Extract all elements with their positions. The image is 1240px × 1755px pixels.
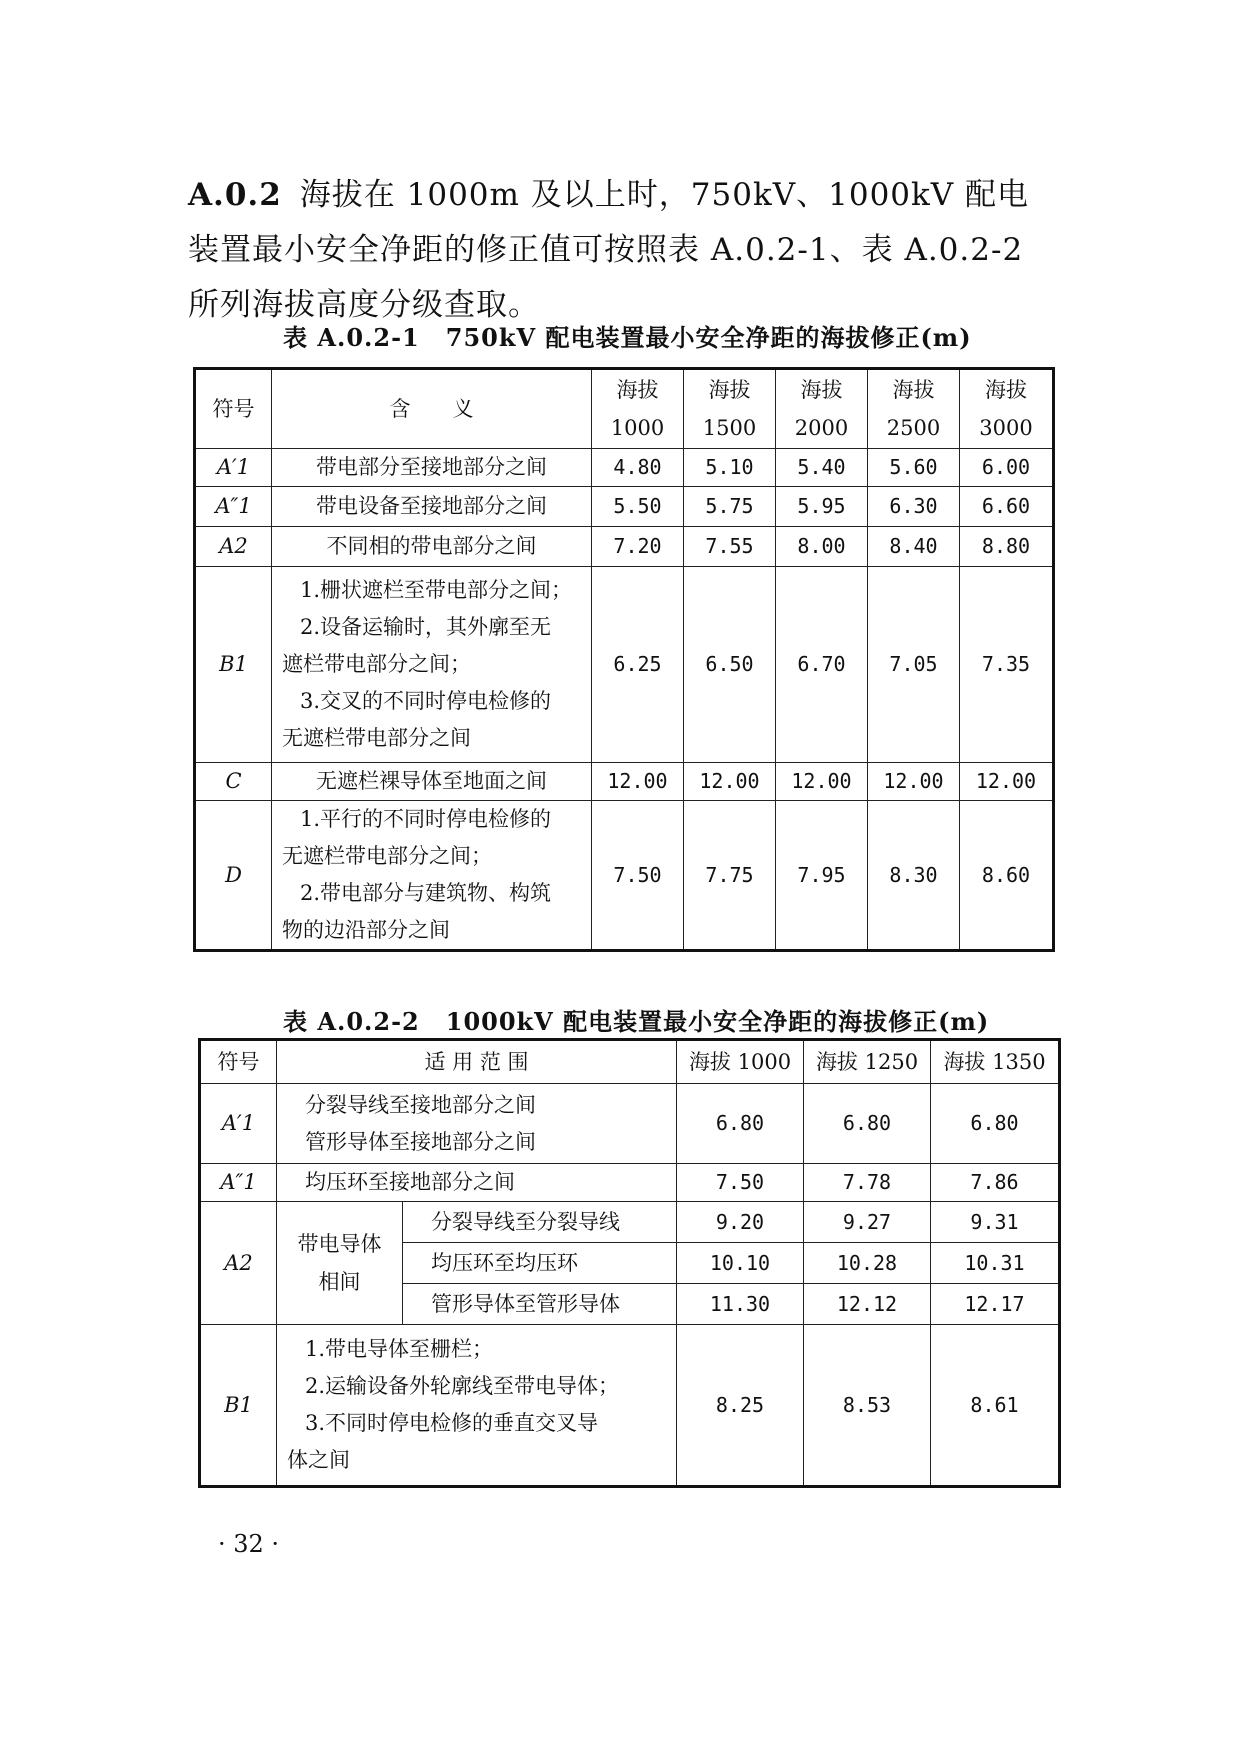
table2-row-scope: 均压环至接地部分之间 bbox=[277, 1164, 677, 1202]
table1-caption-number: 表 A.0.2-1 bbox=[283, 323, 420, 352]
table1-header-symbol: 符号 bbox=[195, 369, 272, 449]
table2-cell-value: 10.10 bbox=[677, 1243, 804, 1284]
table1-header-altitude-label: 海拔 bbox=[892, 378, 935, 402]
table1-row-meaning bbox=[272, 801, 592, 951]
table2-cell-value: 7.86 bbox=[931, 1164, 1060, 1202]
table1-row-symbol: B1 bbox=[195, 567, 272, 763]
table1-cell-value: 7.95 bbox=[776, 801, 868, 951]
table1-header-altitude-value: 2500 bbox=[886, 416, 941, 440]
table2-cell-value: 9.27 bbox=[804, 1202, 931, 1243]
table1-row-meaning bbox=[272, 567, 592, 763]
table1-header-altitude bbox=[960, 369, 1054, 449]
table1-cell-value: 5.60 bbox=[868, 449, 960, 487]
table2-cell-value: 12.12 bbox=[804, 1284, 931, 1325]
table1-caption-title: 750kV 配电装置最小安全净距的海拔修正(m) bbox=[445, 323, 972, 352]
meaning-line: 物的边沿部分之间 bbox=[282, 918, 450, 942]
table-row bbox=[195, 527, 1054, 567]
table-row bbox=[200, 1164, 1060, 1202]
table2-cell-value: 11.30 bbox=[677, 1284, 804, 1325]
table1-header-altitude-label: 海拔 bbox=[985, 378, 1027, 402]
scope-line: 3.不同时停电检修的垂直交叉导 bbox=[305, 1411, 599, 1435]
table1-header-altitude-value: 1500 bbox=[702, 416, 757, 440]
table2-subrow-scope: 管形导体至管形导体 bbox=[403, 1284, 677, 1325]
table-row bbox=[195, 487, 1054, 527]
table2-cell-value: 10.31 bbox=[931, 1243, 1060, 1284]
table1-header-meaning: 含 义 bbox=[272, 369, 592, 449]
table1-header-altitude-label: 海拔 bbox=[616, 378, 659, 402]
table-row bbox=[195, 801, 1054, 951]
table1-row-symbol: A′1 bbox=[195, 449, 272, 487]
clause-text: 海拔在 1000m 及以上时，750kV、1000kV 配电装置最小安全净距的修正值可按照表 A.0.2-1、表 A.0.2-2 所列海拔高度分级查取。 bbox=[188, 177, 1030, 323]
table2-row-symbol: A″1 bbox=[200, 1164, 277, 1202]
clause-a02 bbox=[188, 168, 1056, 333]
table1-header-altitude bbox=[868, 369, 960, 449]
table2-cell-value: 8.25 bbox=[677, 1325, 804, 1487]
table2-cell-value: 7.50 bbox=[677, 1164, 804, 1202]
meaning-line: 2.带电部分与建筑物、构筑 bbox=[300, 881, 552, 905]
table2-cell-value: 10.28 bbox=[804, 1243, 931, 1284]
table1-cell-value: 5.10 bbox=[684, 449, 776, 487]
table1-cell-value: 4.80 bbox=[592, 449, 684, 487]
scope-line: 体之间 bbox=[287, 1448, 350, 1472]
scope-line: 分裂导线至接地部分之间 bbox=[305, 1092, 536, 1117]
table1-row-meaning: 带电设备至接地部分之间 bbox=[272, 487, 592, 527]
table2-row-symbol: A2 bbox=[200, 1202, 277, 1325]
table1-header-altitude bbox=[592, 369, 684, 449]
table-row bbox=[200, 1084, 1060, 1164]
table1-cell-value: 8.00 bbox=[776, 527, 868, 567]
table1-cell-value: 5.50 bbox=[592, 487, 684, 527]
meaning-line: 3.交叉的不同时停电检修的 bbox=[300, 689, 552, 713]
table2 bbox=[198, 1038, 1061, 1488]
table1-row-meaning: 带电部分至接地部分之间 bbox=[272, 449, 592, 487]
table1-cell-value: 6.00 bbox=[960, 449, 1054, 487]
table-row bbox=[195, 449, 1054, 487]
table1-cell-value: 6.25 bbox=[592, 567, 684, 763]
table-row bbox=[195, 763, 1054, 801]
table1-row-symbol: D bbox=[195, 801, 272, 951]
table2-cell-value: 6.80 bbox=[804, 1084, 931, 1164]
table1-cell-value: 12.00 bbox=[868, 763, 960, 801]
table2-row-symbol: B1 bbox=[200, 1325, 277, 1487]
table2-caption-number: 表 A.0.2-2 bbox=[283, 1007, 420, 1036]
table1-header-altitude-value: 1000 bbox=[610, 416, 665, 440]
table1-cell-value: 7.20 bbox=[592, 527, 684, 567]
table2-header-altitude: 海拔 1350 bbox=[931, 1040, 1060, 1084]
table1-cell-value: 8.30 bbox=[868, 801, 960, 951]
table2-cell-value: 7.78 bbox=[804, 1164, 931, 1202]
table1-row-meaning: 无遮栏裸导体至地面之间 bbox=[272, 763, 592, 801]
table2-subrow-scope: 分裂导线至分裂导线 bbox=[403, 1202, 677, 1243]
table1-cell-value: 5.75 bbox=[684, 487, 776, 527]
table1-cell-value: 6.60 bbox=[960, 487, 1054, 527]
table1-cell-value: 12.00 bbox=[776, 763, 868, 801]
table2-cell-value: 9.20 bbox=[677, 1202, 804, 1243]
table1-cell-value: 6.70 bbox=[776, 567, 868, 763]
table-row bbox=[200, 1202, 1060, 1243]
meaning-line: 无遮栏带电部分之间； bbox=[282, 844, 492, 868]
table1-cell-value: 6.30 bbox=[868, 487, 960, 527]
table1-cell-value: 12.00 bbox=[592, 763, 684, 801]
table2-cell-value: 6.80 bbox=[931, 1084, 1060, 1164]
table1-header-altitude bbox=[684, 369, 776, 449]
table2-header-symbol: 符号 bbox=[200, 1040, 277, 1084]
table2-cell-value: 8.61 bbox=[931, 1325, 1060, 1487]
table1-cell-value: 5.40 bbox=[776, 449, 868, 487]
table1-cell-value: 12.00 bbox=[684, 763, 776, 801]
table2-header-altitude: 海拔 1000 bbox=[677, 1040, 804, 1084]
clause-number: A.0.2 bbox=[188, 177, 282, 213]
table1-header-altitude-label: 海拔 bbox=[708, 378, 751, 402]
scope-line: 1.带电导体至栅栏； bbox=[305, 1337, 494, 1361]
page-number: · 32 · bbox=[218, 1530, 280, 1558]
table1-cell-value: 5.95 bbox=[776, 487, 868, 527]
table-row bbox=[195, 567, 1054, 763]
table1-cell-value: 7.50 bbox=[592, 801, 684, 951]
table2-group-label: 带电导体相间 bbox=[277, 1202, 403, 1325]
table2-subrow-scope: 均压环至均压环 bbox=[403, 1243, 677, 1284]
table-row bbox=[200, 1325, 1060, 1487]
table1-caption bbox=[283, 318, 972, 353]
table1-cell-value: 7.05 bbox=[868, 567, 960, 763]
table1-cell-value: 8.60 bbox=[960, 801, 1054, 951]
table1-cell-value: 7.35 bbox=[960, 567, 1054, 763]
table1-cell-value: 7.75 bbox=[684, 801, 776, 951]
table1-row-meaning: 不同相的带电部分之间 bbox=[272, 527, 592, 567]
table2-caption-title: 1000kV 配电装置最小安全净距的海拔修正(m) bbox=[445, 1007, 990, 1036]
table1-row-symbol: C bbox=[195, 763, 272, 801]
table2-row-symbol: A′1 bbox=[200, 1084, 277, 1164]
table1-row-symbol: A2 bbox=[195, 527, 272, 567]
meaning-line: 1.平行的不同时停电检修的 bbox=[300, 807, 552, 831]
scope-line: 2.运输设备外轮廓线至带电导体； bbox=[305, 1374, 620, 1398]
meaning-line: 2.设备运输时，其外廓至无 bbox=[300, 615, 552, 639]
table2-cell-value: 6.80 bbox=[677, 1084, 804, 1164]
table1-header-altitude-value: 3000 bbox=[979, 416, 1033, 440]
table1 bbox=[193, 367, 1055, 952]
table2-cell-value: 8.53 bbox=[804, 1325, 931, 1487]
table1-header-altitude-label: 海拔 bbox=[800, 378, 843, 402]
table2-cell-value: 12.17 bbox=[931, 1284, 1060, 1325]
table2-cell-value: 9.31 bbox=[931, 1202, 1060, 1243]
table2-caption bbox=[283, 1002, 989, 1037]
table1-row-symbol: A″1 bbox=[195, 487, 272, 527]
table1-cell-value: 7.55 bbox=[684, 527, 776, 567]
table1-cell-value: 12.00 bbox=[960, 763, 1054, 801]
table2-header-scope: 适 用 范 围 bbox=[277, 1040, 677, 1084]
table2-header-altitude: 海拔 1250 bbox=[804, 1040, 931, 1084]
table1-header-altitude bbox=[776, 369, 868, 449]
table1-cell-value: 6.50 bbox=[684, 567, 776, 763]
table1-cell-value: 8.80 bbox=[960, 527, 1054, 567]
scope-line: 管形导体至接地部分之间 bbox=[305, 1129, 536, 1154]
meaning-line: 遮栏带电部分之间； bbox=[282, 652, 471, 676]
table1-header-altitude-value: 2000 bbox=[794, 416, 849, 440]
table2-row-scope bbox=[277, 1084, 677, 1164]
meaning-line: 无遮栏带电部分之间 bbox=[282, 726, 471, 750]
table1-cell-value: 8.40 bbox=[868, 527, 960, 567]
table2-row-scope bbox=[277, 1325, 677, 1487]
meaning-line: 1.栅状遮栏至带电部分之间； bbox=[300, 578, 573, 602]
